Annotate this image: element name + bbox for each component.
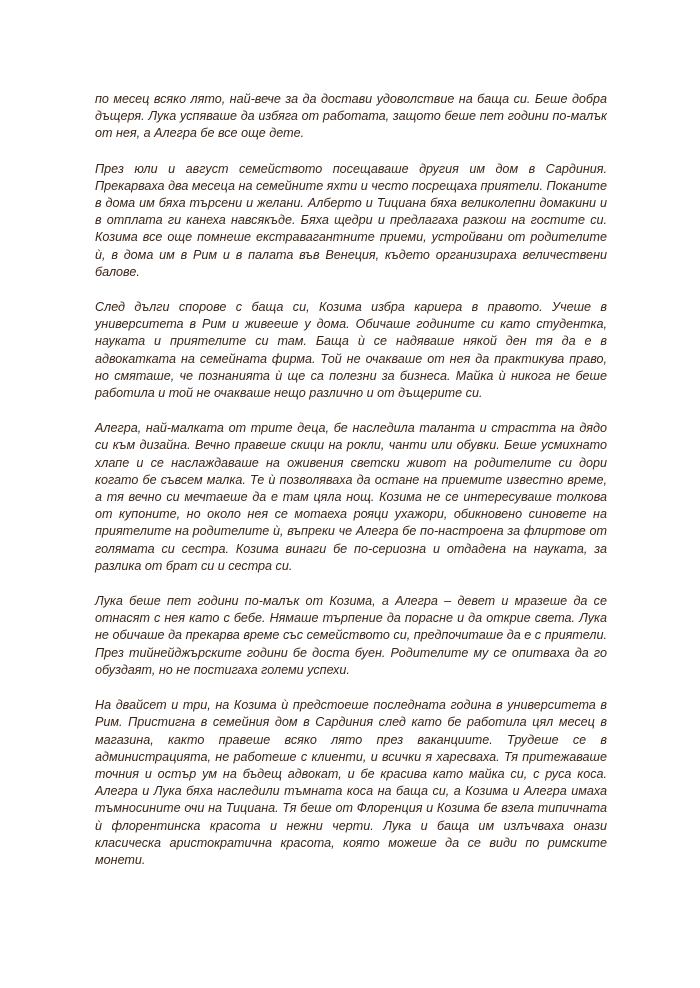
paragraph-6: На двайсет и три, на Козима ѝ предстоеше последната година в университета в Рим. Пристигна в семейния дом в Сардиния след като бе работила цял месец в магазина, както правеше всяко лято през ваканциите. Трудеше се в администрацията, не работеше с клиенти, и всички я харесваха. Тя притежаваше точния и остър ум на бъдещ адвокат, и бе красива като майка си, с руса коса. Алегра и Лука бяха наследили тъмната коса на баща си, а Козима и Алегра имаха тъмносините очи на Тициана. Тя беше от Флоренция и Козима бе взела типичната ѝ флорентинска красота и нежни черти. Лука и баща им излъчваха онази класическа аристократична красота, която можеше да се види по римските монети. (95, 698, 607, 867)
paragraph-4: Алегра, най-малката от трите деца, бе наследила таланта и страстта на дядо си към дизайна. Вечно правеше скици на рокли, чанти или обувки. Беше усмихнато хлапе и се наслаждаваше на оживения светски живот на родителите си дори когато бе съвсем малка. Те ѝ позволяваха да остане на приемите известно време, а тя вечно си мечтаеше да е там цяла нощ. Козима не се интересуваше толкова от купоните, но около нея се мотаеха рояци ухажори, обикновено синовете на приятелите на родителите ѝ, въпреки че Алегра бе по-настроена за флиртове от голямата си сестра. Козима винаги бе по-сериозна и отдадена на науката, за разлика от брат си и сестра си. (95, 421, 607, 573)
body-text (95, 91, 607, 887)
paragraph-3: След дълги спорове с баща си, Козима избра кариера в правото. Учеше в университета в Рим и живееше у дома. Обичаше годините си като студентка, науката и приятелите си там. Баща ѝ се надяваше някой ден тя да е в адвокатката на семейната фирма. Той не очакваше от нея да практикува право, но смяташе, че познанията ѝ ще са полезни за бизнеса. Майка ѝ никога не беше работила и той не очакваше нещо различно и от дъщерите си. (95, 300, 607, 401)
paragraph-2: През юли и август семейството посещаваше другия им дом в Сардиния. Прекарваха два месеца на семейните яхти и често посрещаха приятели. Поканите в дома им бяха търсени и желани. Алберто и Тициана бяха великолепни домакини и в отплата ги канеха навсякъде. Бяха щедри и предлагаха разкош на гостите си. Козима все още помнеше екстравагантните приеми, устройвани от родителите ѝ, в дома им в Рим и в палата във Венеция, където организираха величествени балове. (95, 161, 607, 279)
paragraph-1: по месец всяко лято, най-вече за да достави удоволствие на баща си. Беше добра дъщеря. Лука успяваше да избяга от работата, защото беше пет години по-малък от нея, а Алегра бе все още дете. (95, 92, 607, 141)
paragraph-5: Лука беше пет години по-малък от Козима, а Алегра – девет и мразеше да се отнасят с нея като с бебе. Нямаше търпение да порасне и да открие света. Лука не обичаше да прекарва време със семейството си, предпочиташе да е с приятели. През тийнейджърските години бе доста буен. Родителите му се опитваха да го обуздаят, но не постигаха големи успехи. (95, 594, 607, 677)
